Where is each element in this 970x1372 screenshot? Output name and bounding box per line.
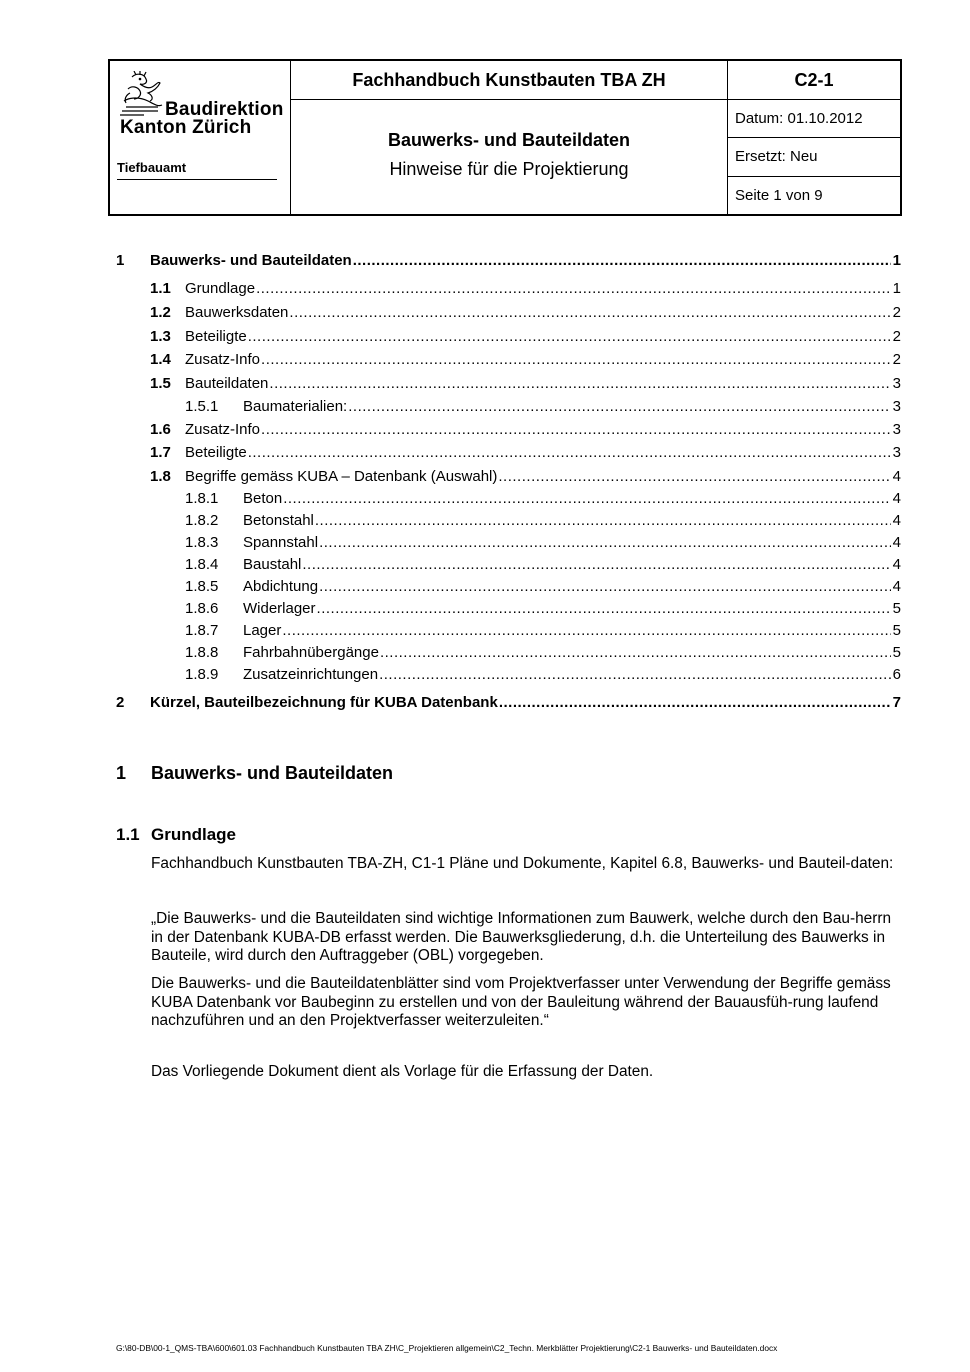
toc-number: 1.2 [150,304,171,321]
toc-leader [302,556,890,573]
toc-leader [348,398,890,415]
toc-page: 3 [892,398,901,415]
document-code: C2-1 [728,61,900,100]
toc-page: 1 [892,252,901,269]
toc-leader [319,578,891,595]
toc-entry[interactable] [150,351,901,371]
toc-entry[interactable] [116,252,901,272]
toc-leader [248,328,891,345]
toc-number: 1.8.5 [185,578,219,595]
toc-page: 3 [892,421,901,438]
toc-leader [498,468,890,485]
body-paragraph: Das Vorliegende Dokument dient als Vorlage für die Erfassung der Daten. [151,1063,654,1080]
toc-page: 4 [892,512,901,529]
department-underline [117,179,277,180]
toc-page: 2 [892,328,901,345]
toc-entry[interactable] [116,694,901,714]
toc-entry[interactable] [185,644,901,664]
toc-number: 1 [116,252,125,269]
toc-title: Fahrbahnübergänge [243,644,379,661]
toc-page: 5 [892,600,901,617]
toc-title: Grundlage [185,280,256,297]
toc-entry[interactable] [150,304,901,324]
toc-number: 1.4 [150,351,171,368]
toc-leader [261,421,891,438]
toc-title: Bauwerks- und Bauteildaten [150,252,352,269]
toc-leader [282,622,890,639]
toc-number: 1.8.1 [185,490,219,507]
title-cell [291,61,728,214]
toc-title: Zusatzeinrichtungen [243,666,379,683]
toc-leader [269,375,890,392]
toc-entry[interactable] [185,534,901,554]
toc-title: Kürzel, Bauteilbezeichnung für KUBA Datenbank [150,694,498,711]
toc-entry[interactable] [150,421,901,441]
toc-page: 1 [892,280,901,297]
toc-number: 1.8.3 [185,534,219,551]
toc-entry[interactable] [150,444,901,464]
org-name-line2: Kanton Zürich [120,117,252,138]
document-header [108,59,902,216]
toc-leader [248,444,891,461]
section-heading [116,763,393,784]
toc-page: 2 [892,351,901,368]
toc-number: 2 [116,694,125,711]
toc-title: Zusatz-Info [185,351,261,368]
canton-lion-icon [118,71,164,121]
toc-page: 3 [892,444,901,461]
logo-cell [110,61,291,214]
quote-paragraph: „Die Bauwerks- und die Bauteildaten sind wichtige Informationen zum Bauwerk, welche durch den Bau-herrn in der Datenbank KUBA-DB erfasst werden. Die Bauwerksgliederung, d.h. die Unterteilung des Bauwerks in Bauteile, wird durch den Auftraggeber (OBL) vorgegeben. [151,910,891,964]
toc-title: Betonstahl [243,512,314,529]
toc-entry[interactable] [185,490,901,510]
toc-leader [261,351,891,368]
toc-number: 1.8.6 [185,600,219,617]
toc-title: Beteiligte [185,328,247,345]
toc-page: 7 [892,694,901,711]
quote-paragraph: Die Bauwerks- und die Bauteildatenblätter sind vom Projektverfasser unter Verwendung der Begriffe gemäss KUBA Datenbank vor Baubeginn zu erstellen und von der Bauleitung während der Bauausfüh-rung laufend nachzuführen und an den Projektverfasser weiterzuleiten.“ [151,975,891,1029]
document-date: Datum: 01.10.2012 [728,100,900,138]
toc-number: 1.8.8 [185,644,219,661]
toc-number: 1.7 [150,444,171,461]
toc-leader [315,512,891,529]
document-subtitle-bold: Bauwerks- und Bauteildaten [387,130,631,150]
toc-page: 4 [892,534,901,551]
toc-entry[interactable] [185,600,901,620]
toc-leader [256,280,891,297]
document-subtitle: Hinweise für die Projektierung [389,159,629,179]
toc-leader [283,490,890,507]
toc-title: Widerlager [243,600,316,617]
toc-title: Spannstahl [243,534,319,551]
toc-entry[interactable] [185,578,901,598]
toc-page: 4 [892,490,901,507]
subsection-title: Grundlage [151,825,237,844]
toc-entry[interactable] [185,556,901,576]
subsection-heading [116,825,236,845]
toc-title: Bauteildaten [185,375,269,392]
toc-leader [289,304,890,321]
toc-entry[interactable] [185,666,901,686]
toc-entry[interactable] [185,622,901,642]
file-path-footer: G:\80-DB\00-1_QMS-TBA\600\601.03 Fachhandbuch Kunstbauten TBA ZH\C_Projektieren allgemein\C2_Techn. Merkblätter Projektierung\C2-1 Bauwerks- und Bauteildaten.docx [116,1343,778,1353]
toc-entry[interactable] [150,468,901,488]
toc-number: 1.8.9 [185,666,219,683]
toc-number: 1.8.4 [185,556,219,573]
toc-number: 1.1 [150,280,171,297]
toc-page: 2 [892,304,901,321]
toc-page: 3 [892,375,901,392]
toc-number: 1.8.7 [185,622,219,639]
section-number: 1 [116,763,127,783]
toc-leader [317,600,891,617]
page-indicator: Seite 1 von 9 [735,186,823,204]
toc-leader [499,694,891,711]
document-replaces: Ersetzt: Neu [728,138,900,176]
toc-number: 1.6 [150,421,171,438]
toc-title: Lager [243,622,282,639]
toc-title: Zusatz-Info [185,421,261,438]
toc-number: 1.8 [150,468,171,485]
toc-page: 4 [892,468,901,485]
toc-number: 1.5 [150,375,171,392]
toc-title: Baustahl [243,556,302,573]
handbook-title: Fachhandbuch Kunstbauten TBA ZH [291,61,727,100]
toc-number: 1.8.2 [185,512,219,529]
toc-title: Beteiligte [185,444,247,461]
toc-number: 1.3 [150,328,171,345]
toc-page: 5 [892,644,901,661]
subsection-number: 1.1 [116,825,140,844]
org-name-line1: Baudirektion [165,99,284,120]
toc-number: 1.5.1 [185,398,219,415]
toc-leader [319,534,891,551]
body-paragraph: Fachhandbuch Kunstbauten TBA-ZH, C1-1 Pläne und Dokumente, Kapitel 6.8, Bauwerks- und Bauteil-daten: [151,855,894,872]
toc-leader [380,644,891,661]
toc-entry[interactable] [150,375,901,395]
toc-title: Baumaterialien: [243,398,348,415]
toc-title: Beton [243,490,283,507]
section-title: Bauwerks- und Bauteildaten [151,763,394,783]
toc-page: 4 [892,556,901,573]
toc-title: Begriffe gemäss KUBA – Datenbank (Auswahl) [185,468,498,485]
department-label: Tiefbauamt [117,160,187,175]
toc-leader [379,666,891,683]
toc-title: Bauwerksdaten [185,304,289,321]
toc-page: 4 [892,578,901,595]
toc-entry[interactable] [150,280,901,300]
toc-entry[interactable] [185,398,901,418]
toc-title: Abdichtung [243,578,319,595]
meta-cell [728,61,900,214]
toc-page: 5 [892,622,901,639]
toc-leader [353,252,891,269]
subtitle-block [291,100,727,214]
toc-page: 6 [892,666,901,683]
toc-entry[interactable] [150,328,901,348]
toc-entry[interactable] [185,512,901,532]
